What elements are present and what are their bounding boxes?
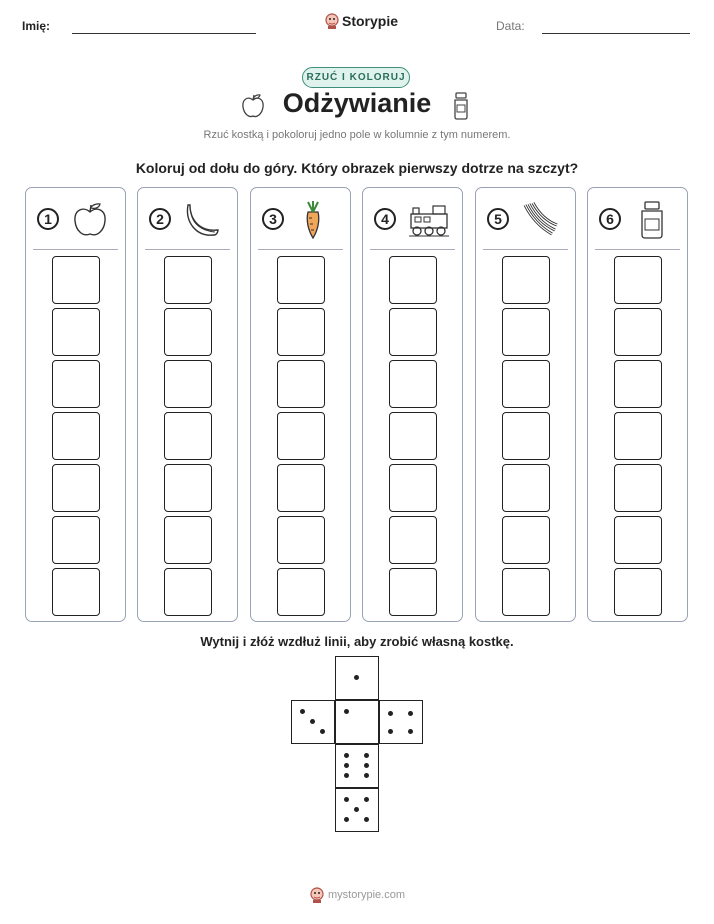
footer-url[interactable]: mystorypie.com xyxy=(328,889,406,901)
dice-pip xyxy=(310,719,315,724)
color-cell[interactable] xyxy=(502,568,550,616)
dice-pip xyxy=(344,763,349,768)
dice-pip xyxy=(354,807,359,812)
footer xyxy=(310,887,405,903)
subtitle: Rzuć kostką i pokoloruj jedno pole w kolumnie z tym numerem. xyxy=(203,129,511,141)
dice-pip xyxy=(344,709,349,714)
dice-pip xyxy=(364,773,369,778)
column-number: 2 xyxy=(149,208,171,230)
color-cell[interactable] xyxy=(502,464,550,512)
name-line[interactable] xyxy=(72,33,256,34)
color-cell[interactable] xyxy=(614,412,662,460)
color-cell[interactable] xyxy=(614,464,662,512)
dice-pip xyxy=(300,709,305,714)
dice-face-1 xyxy=(335,700,379,744)
dice-pip xyxy=(344,817,349,822)
column-divider xyxy=(370,249,455,250)
column-5 xyxy=(475,187,576,622)
color-cell[interactable] xyxy=(502,308,550,356)
color-cell[interactable] xyxy=(164,360,212,408)
color-cell[interactable] xyxy=(614,516,662,564)
dice-pip xyxy=(344,797,349,802)
dice-pip xyxy=(354,675,359,680)
color-cell[interactable] xyxy=(502,256,550,304)
color-cell[interactable] xyxy=(52,256,100,304)
color-cell[interactable] xyxy=(389,308,437,356)
brand-logo xyxy=(325,13,398,29)
color-cell[interactable] xyxy=(502,412,550,460)
dice-pip xyxy=(364,817,369,822)
color-cell[interactable] xyxy=(52,464,100,512)
dice-face-5 xyxy=(335,788,379,832)
dice-pip xyxy=(320,729,325,734)
column-4 xyxy=(362,187,463,622)
color-cell[interactable] xyxy=(502,516,550,564)
color-cell[interactable] xyxy=(164,412,212,460)
carrot-icon xyxy=(295,200,335,240)
color-cell[interactable] xyxy=(502,360,550,408)
instruction: Koloruj od dołu do góry. Który obrazek pierwszy dotrze na szczyt? xyxy=(135,160,579,176)
name-label: Imię: xyxy=(22,19,51,33)
green-beans-icon xyxy=(520,200,560,240)
jar-icon xyxy=(452,92,470,120)
dice-pip xyxy=(364,797,369,802)
column-number: 6 xyxy=(599,208,621,230)
column-6 xyxy=(587,187,688,622)
date-line[interactable] xyxy=(542,33,690,34)
color-cell[interactable] xyxy=(52,412,100,460)
dice-pip xyxy=(408,711,413,716)
page-title: Odżywianie xyxy=(282,88,432,118)
dice-face-4 xyxy=(379,700,423,744)
color-cell[interactable] xyxy=(52,516,100,564)
dice-pip xyxy=(408,729,413,734)
column-divider xyxy=(595,249,680,250)
color-cell[interactable] xyxy=(277,464,325,512)
dice-pip xyxy=(364,753,369,758)
color-cell[interactable] xyxy=(389,256,437,304)
column-number: 4 xyxy=(374,208,396,230)
date-label: Data: xyxy=(496,19,525,33)
cut-instruction: Wytnij i złóż wzdłuż linii, aby zrobić własną kostkę. xyxy=(200,634,514,649)
column-divider xyxy=(258,249,343,250)
column-number: 3 xyxy=(262,208,284,230)
color-cell[interactable] xyxy=(614,360,662,408)
storypie-mascot-icon xyxy=(325,13,339,29)
dice-pip xyxy=(344,753,349,758)
dice-face-1 xyxy=(335,656,379,700)
storypie-mascot-icon xyxy=(310,887,324,903)
dice-face-3 xyxy=(291,700,335,744)
color-cell[interactable] xyxy=(164,464,212,512)
color-cell[interactable] xyxy=(277,568,325,616)
color-cell[interactable] xyxy=(389,464,437,512)
color-cell[interactable] xyxy=(389,412,437,460)
color-cell[interactable] xyxy=(389,360,437,408)
apple-icon xyxy=(239,92,267,120)
column-divider xyxy=(483,249,568,250)
color-cell[interactable] xyxy=(52,360,100,408)
apple-icon xyxy=(70,200,110,240)
banana-icon xyxy=(182,200,222,240)
color-cell[interactable] xyxy=(614,256,662,304)
color-cell[interactable] xyxy=(614,308,662,356)
color-cell[interactable] xyxy=(164,308,212,356)
column-3 xyxy=(250,187,351,622)
color-cell[interactable] xyxy=(164,516,212,564)
dice-pip xyxy=(388,711,393,716)
color-cell[interactable] xyxy=(277,516,325,564)
column-2 xyxy=(137,187,238,622)
color-cell[interactable] xyxy=(164,256,212,304)
color-cell[interactable] xyxy=(277,308,325,356)
column-1 xyxy=(25,187,126,622)
dice-face-6 xyxy=(335,744,379,788)
color-cell[interactable] xyxy=(614,568,662,616)
color-cell[interactable] xyxy=(389,516,437,564)
color-cell[interactable] xyxy=(277,256,325,304)
color-cell[interactable] xyxy=(389,568,437,616)
train-icon xyxy=(407,200,451,240)
activity-badge: RZUĆ I KOLORUJ xyxy=(302,67,410,88)
column-number: 5 xyxy=(487,208,509,230)
jar-icon xyxy=(632,200,672,240)
dice-pip xyxy=(344,773,349,778)
column-divider xyxy=(33,249,118,250)
dice-pip xyxy=(388,729,393,734)
color-cell[interactable] xyxy=(164,568,212,616)
color-cell[interactable] xyxy=(52,308,100,356)
column-divider xyxy=(145,249,230,250)
dice-pip xyxy=(364,763,369,768)
column-number: 1 xyxy=(37,208,59,230)
color-cell[interactable] xyxy=(277,360,325,408)
color-cell[interactable] xyxy=(277,412,325,460)
color-cell[interactable] xyxy=(52,568,100,616)
brand-name: Storypie xyxy=(342,13,399,29)
